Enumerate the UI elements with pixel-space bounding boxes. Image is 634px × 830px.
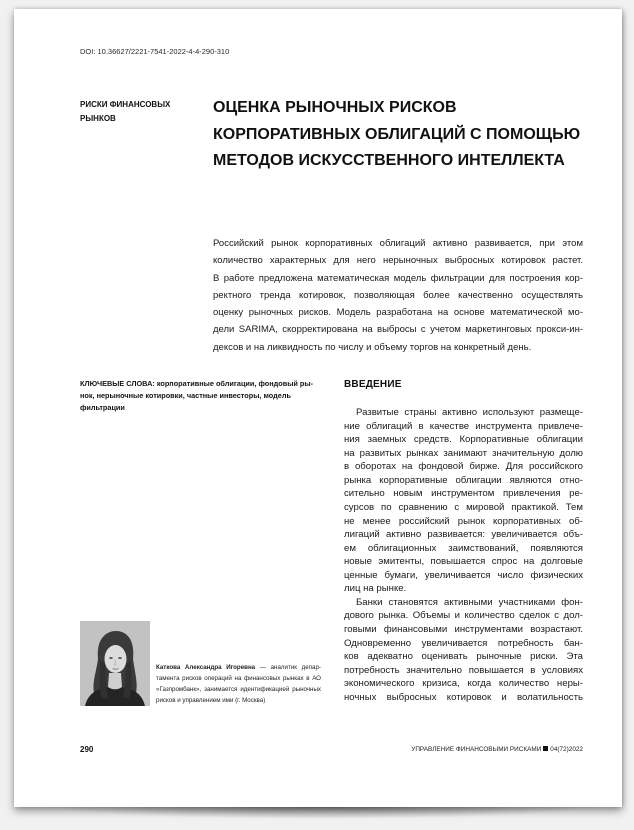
author-name: Каткова Александра Игоревна bbox=[156, 664, 256, 671]
abstract-line: оценку рыночных рисков. Модель разработана на основе математической мо- bbox=[213, 307, 583, 319]
body-line: дового рынка. Объемы и количество сделок с дол- bbox=[344, 610, 583, 622]
doi: DOI: 10.36627/2221-7541-2022-4-4-290-310 bbox=[80, 47, 230, 56]
issue-number: 04(72)2022 bbox=[550, 746, 583, 753]
article-title bbox=[213, 95, 580, 175]
body-line: не менее российский рынок корпоративных об- bbox=[344, 515, 583, 527]
body-line: ния заемных средств. Корпоративные облигации bbox=[344, 434, 583, 446]
abstract-line: количество характерных для него нерыночных выбросных котировок растет. bbox=[213, 255, 583, 267]
author-photo bbox=[80, 621, 150, 706]
rubric-line: РЫНКОВ bbox=[80, 114, 116, 123]
keywords-label: КЛЮЧЕВЫЕ СЛОВА: bbox=[80, 379, 155, 388]
bio-line bbox=[156, 662, 321, 673]
body-line: ем облигационных заимствований, появляются bbox=[344, 542, 583, 554]
body-line: говыми финансовыми инструментами возрастают. bbox=[344, 624, 583, 635]
body-line: экономического кризиса, когда количество неры- bbox=[344, 678, 583, 690]
page-curl-shadow bbox=[40, 805, 600, 819]
paragraph bbox=[344, 406, 583, 596]
keywords-line: фильтрации bbox=[80, 403, 125, 412]
photo-eye bbox=[109, 657, 113, 659]
paragraph bbox=[344, 596, 583, 705]
rubric-line: РИСКИ ФИНАНСОВЫХ bbox=[80, 100, 171, 109]
body-line: рынка корпоративные облигации являются отно- bbox=[344, 474, 583, 486]
body-line: Одновременно увеличивается потребность бан- bbox=[344, 637, 583, 649]
body-line: сительно новым инструментом привлечения ре- bbox=[344, 488, 583, 500]
bio-line: «Газпромбанк», занимается идентификацией рыночных bbox=[156, 686, 321, 693]
footer-journal bbox=[411, 745, 583, 755]
body-line: потребность значительно повышается в условиях bbox=[344, 664, 583, 676]
photo-eye bbox=[118, 657, 122, 659]
body-line: ночных выбросных котировок и волатильность bbox=[344, 691, 583, 703]
title-line: ОЦЕНКА РЫНОЧНЫХ РИСКОВ bbox=[213, 99, 457, 116]
body-line: ние облигаций в качестве инструмента привлече- bbox=[344, 420, 583, 432]
abstract-line: В работе предложена математическая модель фильтрации для построения кор- bbox=[213, 272, 583, 284]
section-heading: ВВЕДЕНИЕ bbox=[344, 379, 402, 390]
abstract-line: дели SARIMA, скорректирована на выбросы с учетом маркетинговых прокси-ин- bbox=[213, 324, 583, 336]
square-separator-icon bbox=[543, 746, 548, 751]
introduction-section bbox=[344, 406, 583, 704]
bio-line: рисков и управлением ими (г. Москва) bbox=[156, 697, 266, 704]
title-line: МЕТОДОВ ИСКУССТВЕННОГО ИНТЕЛЛЕКТА bbox=[213, 152, 565, 169]
keywords-line: нок, нерыночные котировки, частные инвесторы, модель bbox=[80, 391, 291, 400]
body-line: ков адекватно оценивать рыночные риски. Эта bbox=[344, 651, 583, 663]
body-line: ценные бумаги, увеличивается число физических bbox=[344, 569, 583, 581]
body-line: новые эмитенты, повышается спрос на долговые bbox=[344, 556, 583, 568]
rubric bbox=[80, 98, 170, 126]
body-line: лигаций активно развивается: увеличивается объ- bbox=[344, 529, 583, 541]
bio-line: тамента рисков операций на финансовых рынках в АО bbox=[156, 675, 321, 682]
bio-text: — аналитик депар- bbox=[259, 664, 321, 671]
author-bio bbox=[156, 662, 321, 706]
photo-neck bbox=[108, 673, 122, 689]
body-line: в оборотах на фондовой бирже. Для российского bbox=[344, 461, 583, 473]
body-line: Банки становятся активными участниками фон- bbox=[356, 596, 583, 608]
body-line: сурсов по сравнению с мировой практикой. Тем bbox=[344, 501, 583, 513]
keywords-text: корпоративные облигации, фондовый ры- bbox=[156, 379, 314, 388]
abstract-line: Российский рынок корпоративных облигаций активно развивается, при этом bbox=[213, 238, 583, 249]
body-line: Развитые страны активно используют размеще- bbox=[356, 407, 583, 418]
keywords bbox=[80, 378, 322, 414]
keywords-line bbox=[80, 378, 322, 390]
page-number: 290 bbox=[80, 745, 94, 754]
abstract-line: ректного тренда котировок, позволяющая более качественно осуществлять bbox=[213, 289, 583, 301]
body-line: на развитых рынках занимают значительную долю bbox=[344, 447, 583, 459]
abstract bbox=[213, 235, 583, 356]
journal-name: УПРАВЛЕНИЕ ФИНАНСОВЫМИ РИСКАМИ bbox=[411, 746, 542, 753]
abstract-line: дексов и на ликвидность по числу и объему торгов на конкретный день. bbox=[213, 341, 532, 353]
title-line: КОРПОРАТИВНЫХ ОБЛИГАЦИЙ С ПОМОЩЬЮ bbox=[213, 125, 581, 143]
body-line: лиц на рынке. bbox=[344, 583, 407, 595]
